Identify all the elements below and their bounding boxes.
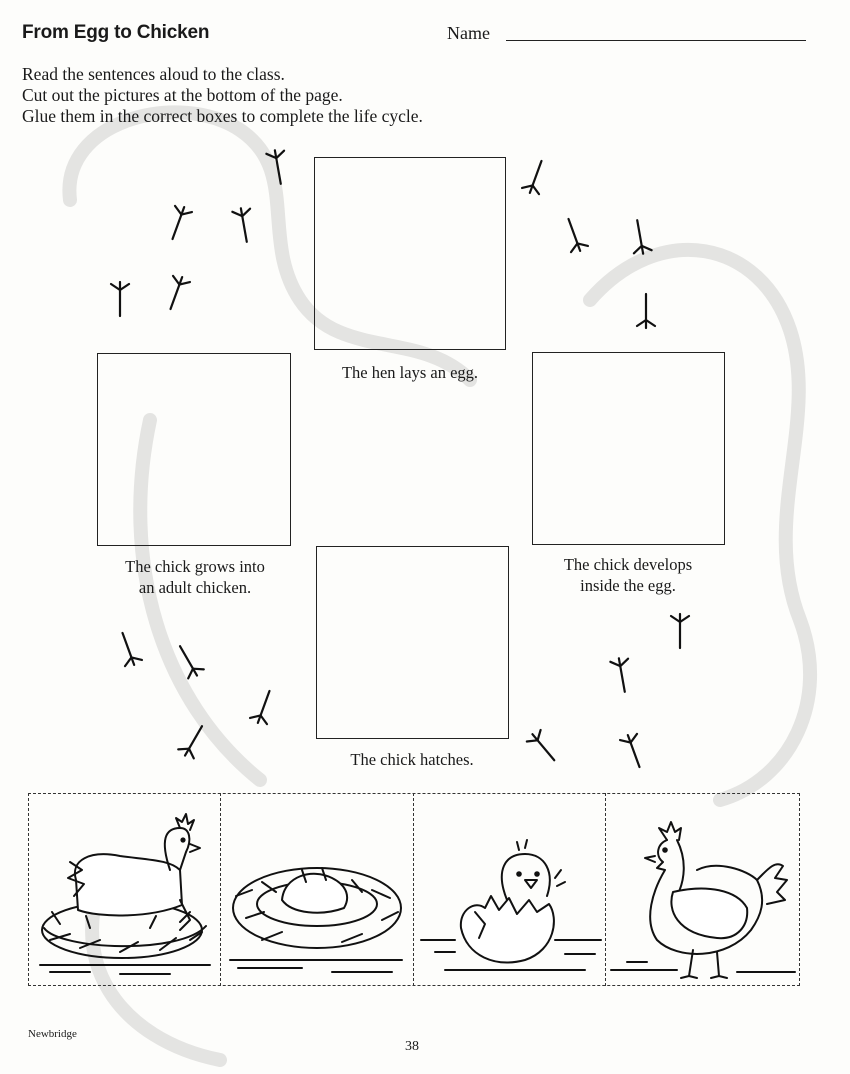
footprint-icon — [244, 686, 284, 726]
name-label: Name — [447, 23, 490, 43]
caption-line: The chick grows into — [125, 557, 265, 576]
page-title: From Egg to Chicken — [22, 22, 210, 43]
egg-in-nest-icon[interactable] — [222, 800, 411, 982]
footprint-icon — [516, 156, 556, 196]
footprint-icon — [108, 628, 148, 668]
caption-left — [85, 556, 305, 598]
cut-line — [220, 793, 221, 986]
cut-line — [413, 793, 414, 986]
footprint-icon — [554, 214, 594, 254]
footprint-icon — [614, 732, 654, 772]
chick-hatching-icon[interactable] — [415, 800, 603, 982]
footprint-icon — [258, 148, 298, 188]
glue-box-top[interactable] — [314, 157, 506, 350]
glue-box-right[interactable] — [532, 352, 725, 545]
footprint-icon — [168, 640, 208, 680]
adult-chicken-icon[interactable] — [607, 800, 798, 982]
footprint-icon — [156, 274, 196, 314]
footprint-icon — [158, 204, 198, 244]
name-line[interactable] — [506, 40, 806, 41]
glue-box-left[interactable] — [97, 353, 291, 546]
footprint-icon — [660, 612, 700, 652]
caption-right — [518, 554, 738, 596]
caption-line: inside the egg. — [580, 576, 676, 595]
hen-on-nest-icon[interactable] — [30, 800, 218, 982]
glue-box-bottom[interactable] — [316, 546, 509, 739]
page-number: 38 — [405, 1039, 419, 1054]
publisher-label: Newbridge — [28, 1028, 77, 1040]
footprint-icon — [224, 206, 264, 246]
footprint-icon — [620, 216, 660, 256]
instruction-line: Cut out the pictures at the bottom of the page. — [22, 85, 343, 105]
caption-line: an adult chicken. — [138, 578, 252, 597]
caption-line: The chick develops — [563, 555, 693, 574]
caption-bottom: The chick hatches. — [350, 750, 474, 769]
caption-top: The hen lays an egg. — [341, 363, 479, 382]
footprint-icon — [100, 280, 140, 320]
instructions — [22, 64, 423, 127]
footprint-icon — [626, 290, 666, 330]
cut-line — [605, 793, 606, 986]
footprint-icon — [602, 656, 642, 696]
instruction-line: Read the sentences aloud to the class. — [22, 64, 285, 84]
footprint-icon — [524, 728, 564, 768]
footprint-icon — [174, 720, 214, 760]
instruction-line: Glue them in the correct boxes to complete the life cycle. — [22, 106, 423, 126]
